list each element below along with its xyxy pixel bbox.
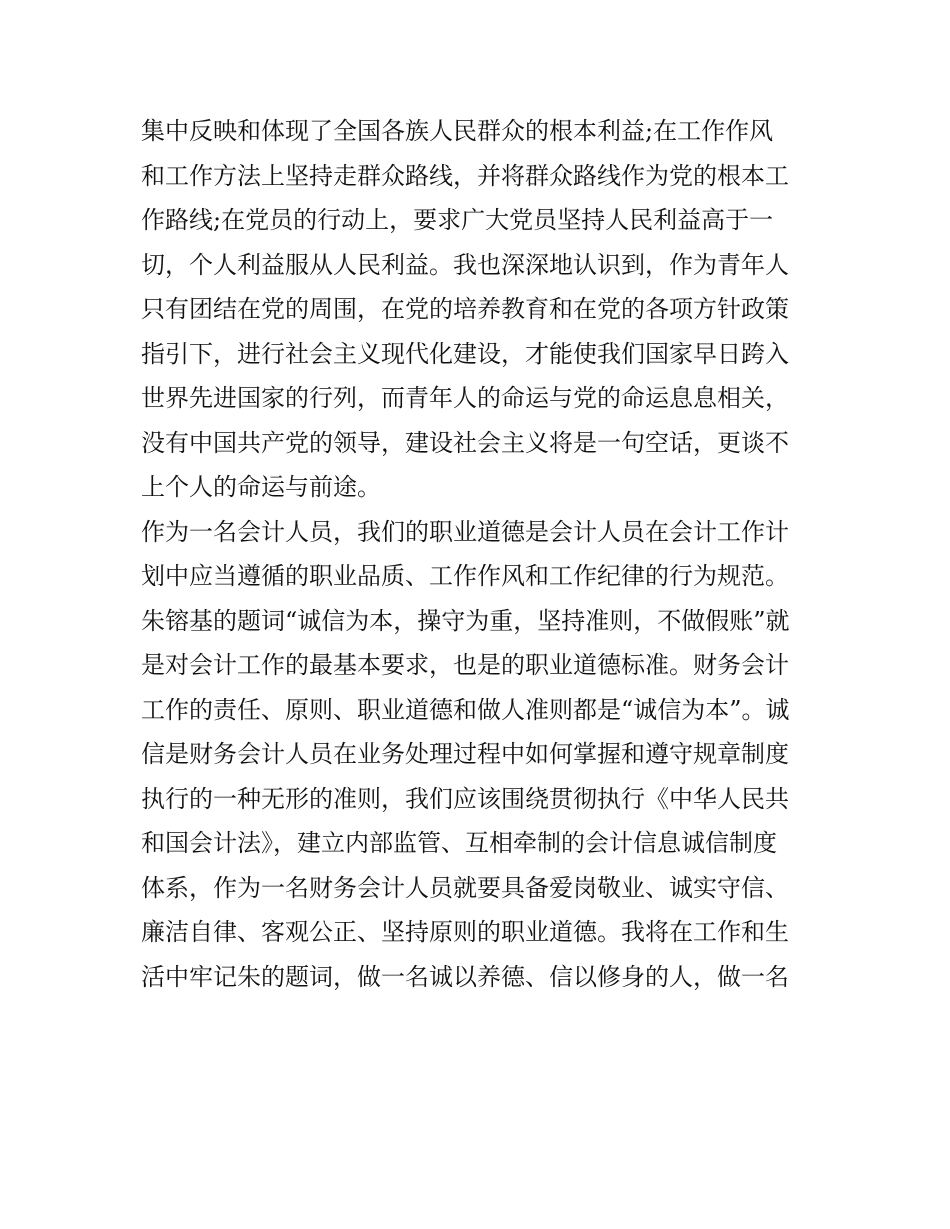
body-text bbox=[141, 109, 821, 999]
text-line: 信是财务会计人员在业务处理过程中如何掌握和遵守规章制度 bbox=[141, 740, 789, 768]
text-line: 执行的一种无形的准则，我们应该围绕贯彻执行《中华人民共 bbox=[141, 784, 789, 813]
text-line: 和工作方法上坚持走群众路线，并将群众路线作为党的根本工 bbox=[141, 161, 789, 190]
text-line: 活中牢记朱的题词，做一名诚以养德、信以修身的人，做一名 bbox=[141, 962, 789, 991]
text-line: 上个人的命运与前途。 bbox=[141, 473, 381, 501]
text-line: 工作的责任、原则、职业道德和做人准则都是“诚信为本”。诚 bbox=[141, 695, 790, 724]
text-line: 指引下，进行社会主义现代化建设，才能使我们国家早日跨入 bbox=[141, 339, 789, 368]
text-line: 朱镕基的题词“诚信为本，操守为重，坚持准则，不做假账”就 bbox=[141, 606, 790, 635]
text-line: 切，个人利益服从人民利益。我也深深地认识到，作为青年人 bbox=[141, 250, 789, 279]
text-line: 划中应当遵循的职业品质、工作作风和工作纪律的行为规范。 bbox=[141, 562, 789, 590]
text-line: 体系，作为一名财务会计人员就要具备爱岗敬业、诚实守信、 bbox=[141, 873, 789, 902]
text-line: 集中反映和体现了全国各族人民群众的根本利益;在工作作风 bbox=[141, 117, 774, 145]
text-line: 只有团结在党的周围，在党的培养教育和在党的各项方针政策 bbox=[141, 295, 789, 323]
text-line: 是对会计工作的最基本要求，也是的职业道德标准。财务会计 bbox=[141, 651, 789, 679]
text-line: 没有中国共产党的领导，建设社会主义将是一句空话，更谈不 bbox=[141, 428, 789, 457]
text-line: 作路线;在党员的行动上，要求广大党员坚持人民利益高于一 bbox=[141, 206, 774, 234]
text-line: 世界先进国家的行列，而青年人的命运与党的命运息息相关， bbox=[141, 384, 789, 412]
text-line: 和国会计法》，建立内部监管、互相牵制的会计信息诚信制度 bbox=[141, 829, 777, 857]
text-line: 廉洁自律、客观公正、坚持原则的职业道德。我将在工作和生 bbox=[141, 918, 789, 946]
text-line: 作为一名会计人员，我们的职业道德是会计人员在会计工作计 bbox=[141, 517, 789, 546]
